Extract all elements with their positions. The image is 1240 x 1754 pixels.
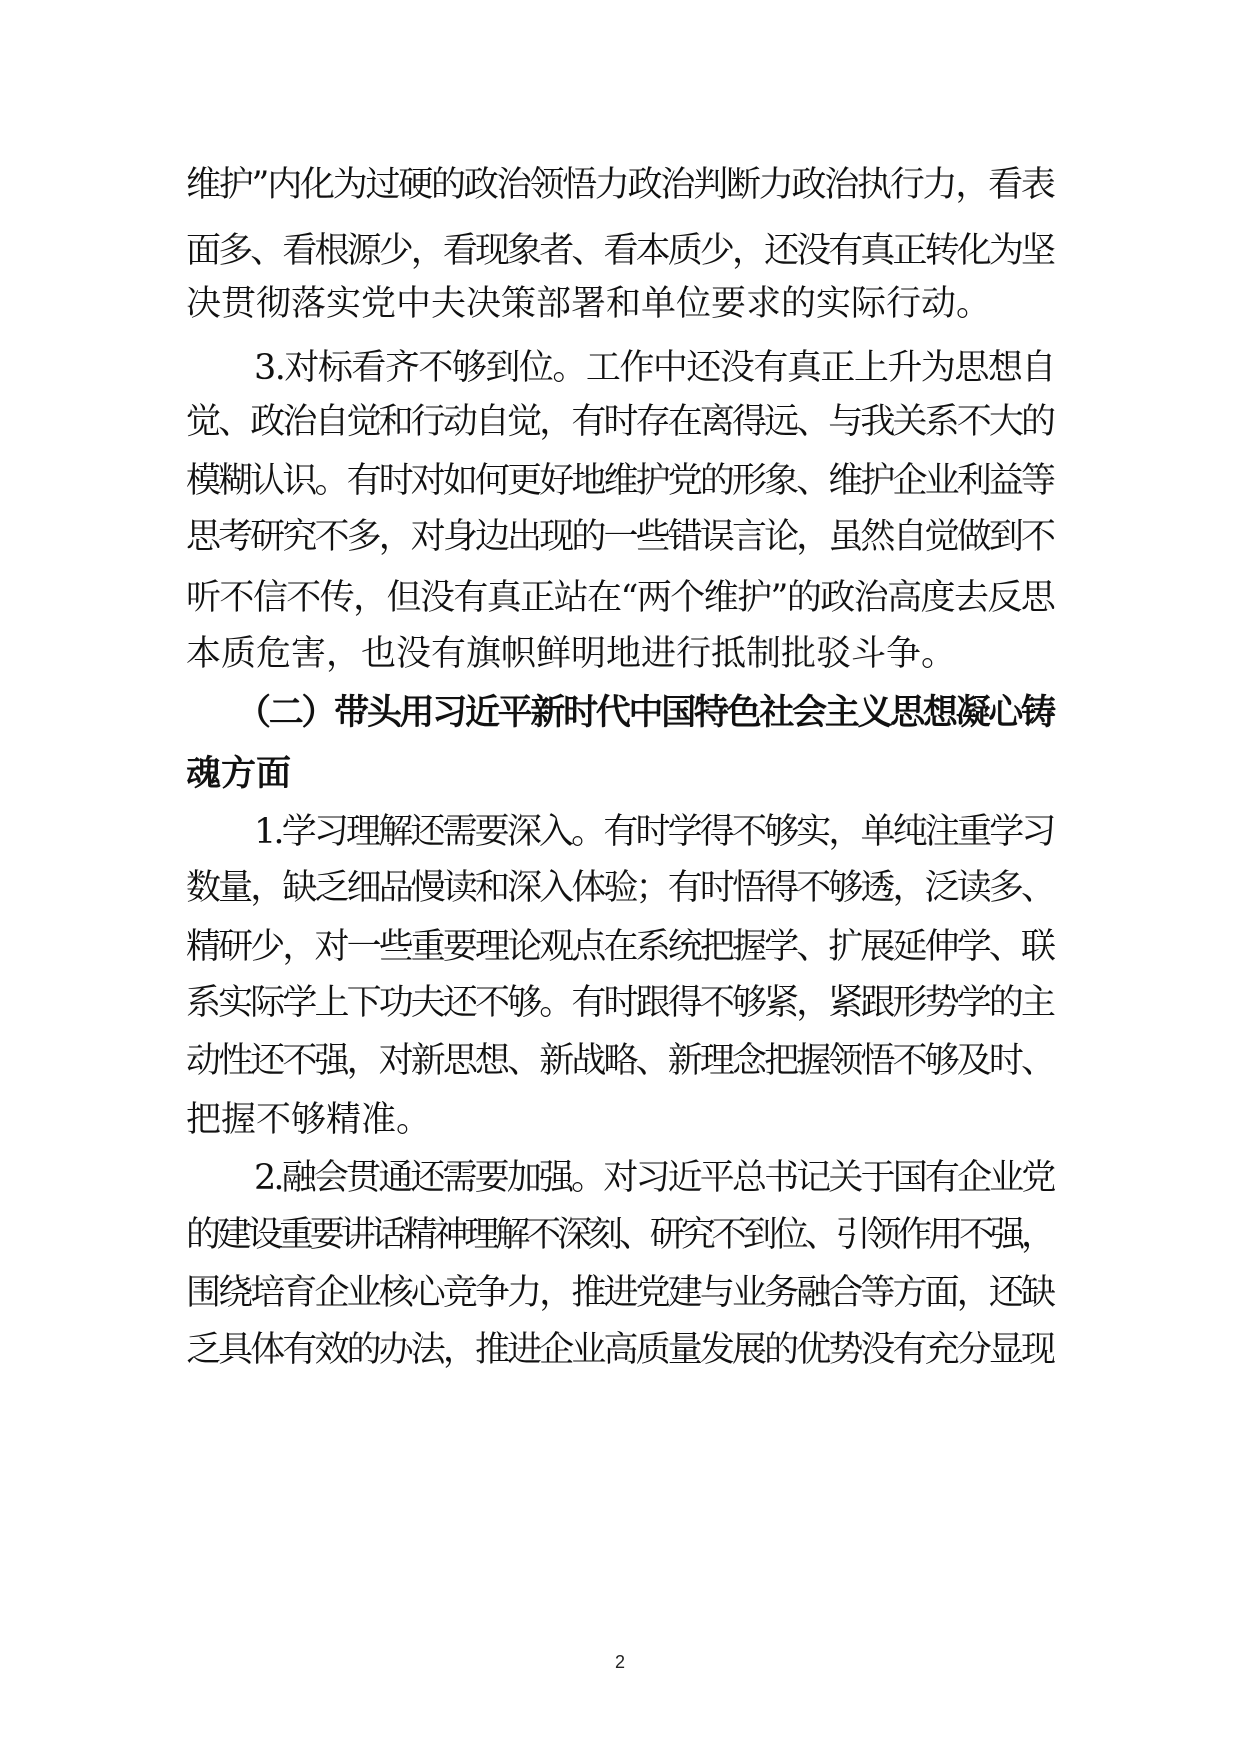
item-2-first-line: 2.融会贯通还需要加强。对习近平总书记关于国有企业党 — [254, 1158, 1054, 1198]
text-line: 维护”内化为过硬的政治领悟力政治判断力政治执行力，看表 — [186, 165, 1054, 205]
text-line: 面多、看根源少，看现象者、看本质少，还没有真正转化为坚 — [186, 231, 1054, 271]
text-line: 精研少，对一些重要理论观点在系统把握学、扩展延伸学、联 — [186, 927, 1054, 967]
text-line: 数量，缺乏细品慢读和深入体验；有时悟得不够透，泛读多、 — [186, 868, 1054, 908]
text-line: 听不信不传，但没有真正站在“两个维护”的政治高度去反思 — [186, 578, 1055, 618]
page-number: 2 — [614, 1652, 625, 1672]
text-line: 动性还不强，对新思想、新战略、新理念把握领悟不够及时、 — [186, 1041, 1054, 1081]
text-line: 模糊认识。有时对如何更好地维护党的形象、维护企业利益等 — [186, 461, 1054, 501]
text-line: 决贯彻落实党中夫决策部署和单位要求的实际行动。 — [186, 284, 992, 324]
text-line: 围绕培育企业核心竞争力，推进党建与业务融合等方面，还缺 — [186, 1273, 1054, 1313]
item-1-first-line: 1.学习理解还需要深入。有时学得不够实，单纯注重学习 — [254, 812, 1054, 852]
text-line: 觉、政治自觉和行动自觉，有时存在离得远、与我关系不大的 — [186, 402, 1054, 442]
text-line: 的建设重要讲话精神理解不深刻、研究不到位、引领作用不强， — [186, 1215, 1052, 1255]
section-heading-line-2: 魂方面 — [186, 754, 292, 794]
text-line: 系实际学上下功夫还不够。有时跟得不够紧，紧跟形势学的主 — [186, 983, 1054, 1023]
section-heading-line-1: （二）带头用习近平新时代中国特色社会主义思想凝心铸 — [236, 693, 1054, 733]
item-3-first-line: 3.对标看齐不够到位。工作中还没有真正上升为思想自 — [254, 348, 1055, 388]
text-line: 把握不够精准。 — [186, 1100, 432, 1140]
text-line: 乏具体有效的办法，推进企业高质量发展的优势没有充分显现 — [186, 1330, 1054, 1370]
text-line: 本质危害，也没有旗帜鲜明地进行抵制批驳斗争。 — [186, 634, 957, 674]
text-line: 思考研究不多，对身边出现的一些错误言论，虽然自觉做到不 — [186, 517, 1054, 557]
